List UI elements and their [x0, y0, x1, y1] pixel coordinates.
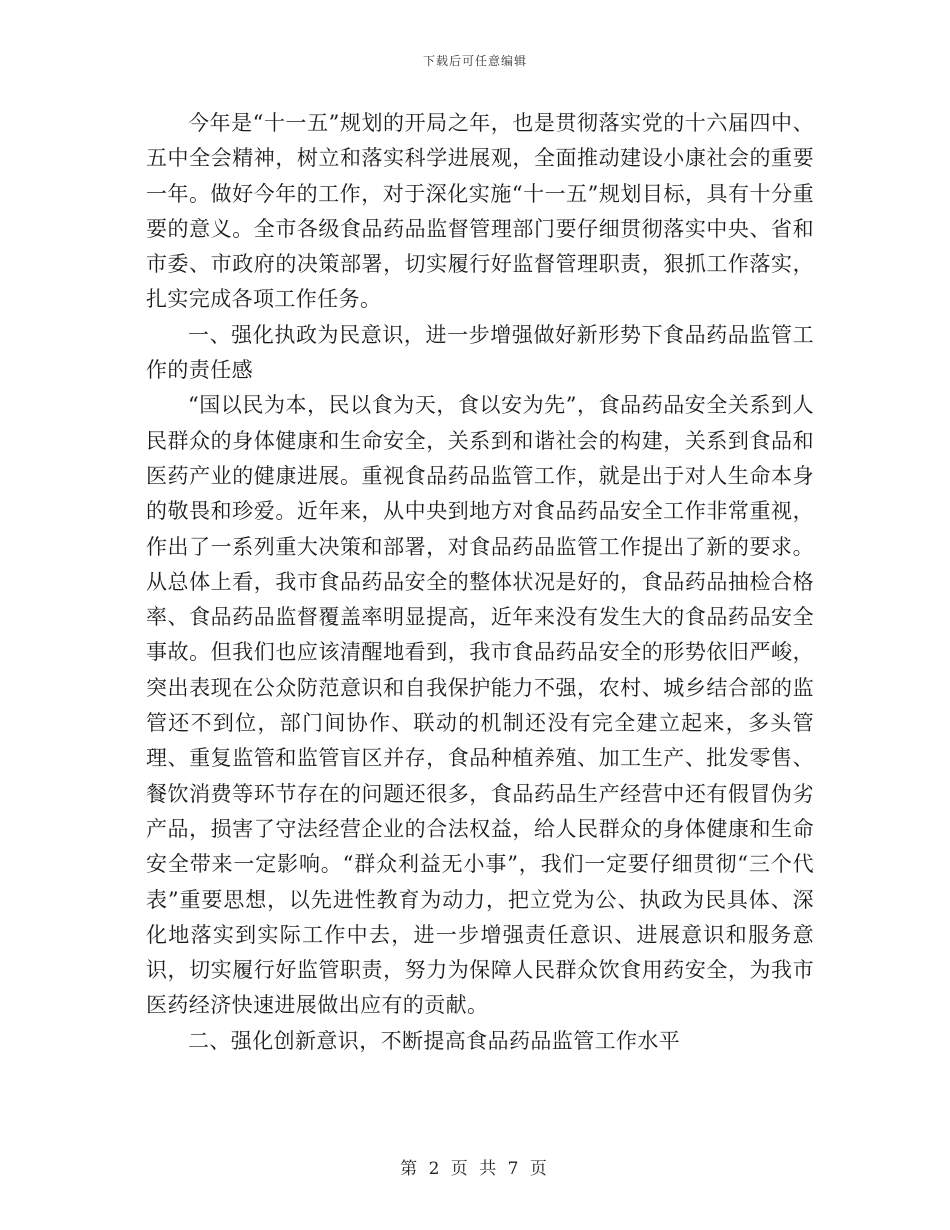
- section-heading-1: 一、强化执政为民意识，进一步增强做好新形势下食品药品监管工作的责任感: [146, 322, 814, 383]
- page-footer: 第 2 页 共 7 页: [400, 1159, 550, 1179]
- section-heading-2: 二、强化创新意识，不断提高食品药品监管工作水平: [188, 1028, 681, 1053]
- section-1-paragraph: “国以民为本，民以食为天，食以安为先”，食品药品安全关系到人民群众的身体健康和生命安全，关系到和谐社会的构建，关系到食品和医药产业的健康进展。重视食品药品监管工作，就是出于对人生命本身的敬畏和珍爱。近年来，从中央到地方对食品药品安全工作非常重视，作出了一系列重大决策和部署，对食品药品监管工作提出了新的要求。从总体上看，我市食品药品安全的整体状况是好的，食品药品抽检合格率、食品药品监督覆盖率明显提高，近年来没有发生大的食品药品安全事故。但我们也应该清醒地看到，我市食品药品安全的形势依旧严峻，突出表现在公众防范意识和自我保护能力不强，农村、城乡结合部的监管还不到位，部门间协作、联动的机制还没有完全建立起来，多头管理、重复监管和监管盲区并存，食品种植养殖、加工生产、批发零售、餐饮消费等环节存在的问题还很多，食品药品生产经营中还有假冒伪劣产品，损害了守法经营企业的合法权益，给人民群众的身体健康和生命安全带来一定影响。“群众利益无小事”，我们一定要仔细贯彻“三个代表”重要思想，以先进性教育为动力，把立党为公、执政为民具体、深化地落实到实际工作中去，进一步增强责任意识、进展意识和服务意识，切实履行好监管职责，努力为保障人民群众饮食用药安全，为我市医药经济快速进展做出应有的贡献。: [146, 393, 814, 1018]
- page-header: 下载后可任意编辑: [422, 54, 527, 68]
- intro-paragraph: 今年是“十一五”规划的开局之年，也是贯彻落实党的十六届四中、五中全会精神，树立和落实科学进展观，全面推动建设小康社会的重要一年。做好今年的工作，对于深化实施“十一五”规划目标，具有十分重要的意义。全市各级食品药品监督管理部门要仔细贯彻落实中央、省和市委、市政府的决策部署，切实履行好监督管理职责，狠抓工作落实，扎实完成各项工作任务。: [146, 111, 814, 312]
- document-body: [146, 106, 814, 1059]
